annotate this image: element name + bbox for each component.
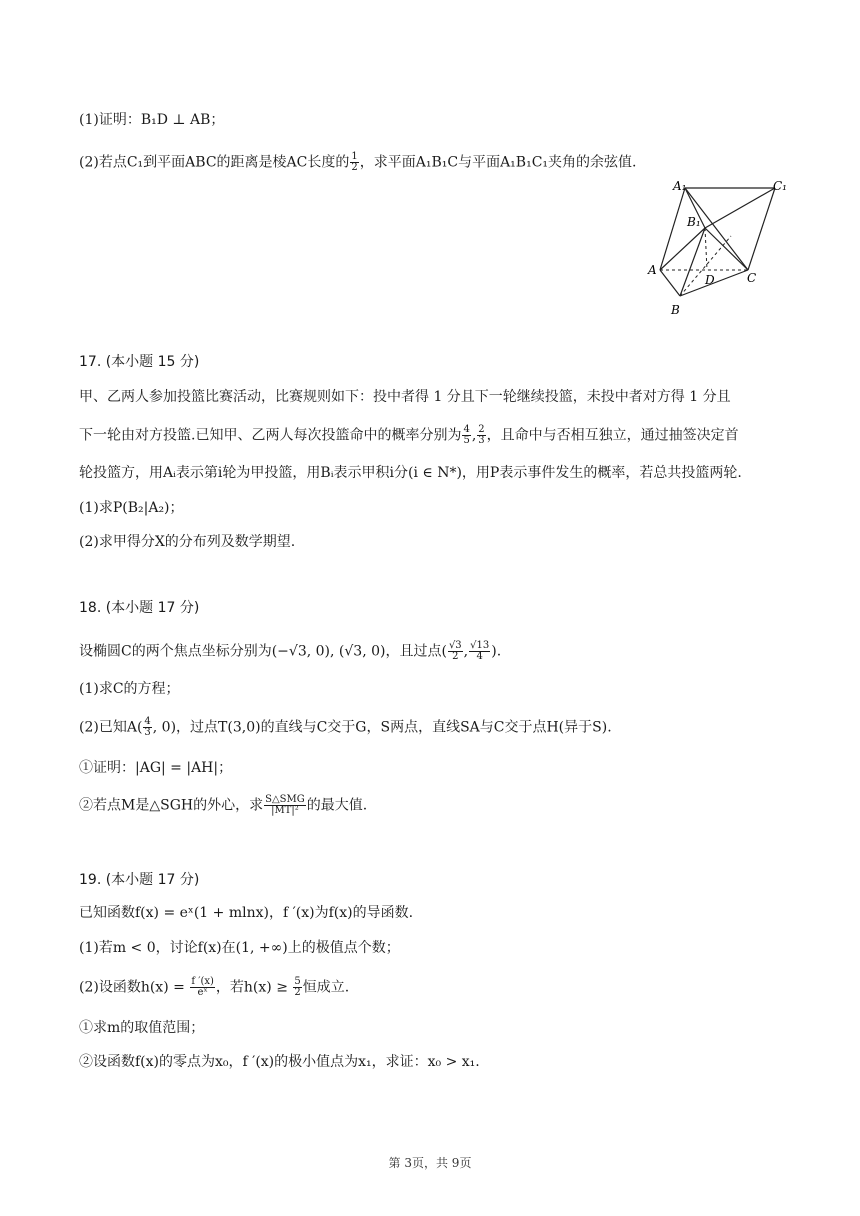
- label-B1: B₁: [687, 215, 701, 229]
- label-A: A: [648, 263, 657, 277]
- q19-fraction-2: [293, 977, 301, 998]
- fraction-denominator: 3: [478, 435, 485, 446]
- label-B: B: [671, 303, 680, 317]
- q16-part2-prefix: (2)若点C₁到平面ABC的距离是棱AC长度的: [79, 154, 350, 171]
- q17-fraction-2: [477, 425, 485, 446]
- q19-line1: 已知函数f(x) = eˣ(1 + mlnx)，f ′(x)为f(x)的导函数.: [79, 905, 414, 921]
- label-A1: A₁: [673, 179, 687, 193]
- q18-part2-suffix: , 0)，过点T(3,0)的直线与C交于G，S两点，直线SA与C交于点H(异于S).: [152, 719, 612, 736]
- fraction-denominator: eˣ: [197, 987, 208, 998]
- fraction-numerator: 1: [351, 151, 358, 162]
- q19-header: 19. (本小题 17 分): [79, 872, 200, 888]
- fraction-numerator: √13: [470, 640, 490, 651]
- q18-part2: [79, 717, 790, 738]
- edge-B1-D-dashed: [705, 228, 707, 270]
- q18-fraction-2: [469, 641, 490, 662]
- q19-part2-mid: ，若h(x) ≥: [215, 979, 293, 996]
- edge-B-B1: [680, 228, 705, 296]
- fraction-numerator: S△SMG: [265, 794, 305, 805]
- q17-header: 17. (本小题 15 分): [79, 354, 200, 370]
- label-C1: C₁: [773, 179, 787, 193]
- q16-part1: (1)证明：B₁D ⊥ AB；: [79, 112, 225, 128]
- fraction-denominator: 4: [476, 651, 483, 662]
- fraction-denominator: 2: [452, 651, 459, 662]
- page-footer: 第 3页，共 9页: [388, 1156, 472, 1170]
- fraction-denominator: 5: [463, 435, 470, 446]
- q18-sub2-prefix: ②若点M是△SGH的外心，求: [79, 797, 264, 814]
- q17-line1: 甲、乙两人参加投篮比赛活动，比赛规则如下：投中者得 1 分且下一轮继续投篮，未投中者对方得 1 分且: [79, 389, 731, 405]
- q17-line2-suffix: ，且命中与否相互独立，通过抽签决定首: [486, 427, 739, 444]
- q18-header: 18. (本小题 17 分): [79, 600, 200, 616]
- q19-part2: [79, 977, 790, 998]
- prism-figure: [645, 178, 795, 318]
- edge-B1-C1: [705, 188, 775, 228]
- q18-fraction-3: [143, 717, 151, 738]
- fraction-denominator: 2: [294, 987, 301, 998]
- q18-fraction-1: [448, 641, 463, 662]
- q19-part2-suffix: 恒成立.: [302, 979, 350, 996]
- q16-part2-fraction: [350, 152, 358, 173]
- fraction-denominator: |MT|²: [271, 805, 299, 816]
- q17-line3: 轮投篮方，用Aᵢ表示第i轮为甲投篮，用Bᵢ表示甲积i分(i ∈ N*)，用P表示事件发生的概率，若总共投篮两轮.: [79, 465, 742, 481]
- label-C: C: [747, 271, 757, 285]
- fraction-numerator: 5: [294, 976, 301, 987]
- edge-A-B: [660, 270, 680, 296]
- edge-C-C1: [748, 188, 775, 270]
- fraction-numerator: 4: [463, 424, 470, 435]
- q17-part2: (2)求甲得分X的分布列及数学期望.: [79, 534, 296, 550]
- q18-line1-suffix: ).: [491, 643, 502, 660]
- q19-fraction-1: [190, 977, 215, 998]
- q18-part1: (1)求C的方程；: [79, 681, 180, 697]
- q17-part1: (1)求P(B₂|A₂)；: [79, 500, 184, 516]
- q19-sub2: ②设函数f(x)的零点为x₀，f ′(x)的极小值点为x₁，求证：x₀ > x₁.: [79, 1054, 480, 1070]
- q18-part2-prefix: (2)已知A(: [79, 719, 143, 736]
- fraction-numerator: √3: [448, 640, 462, 651]
- q19-sub1: ①求m的取值范围；: [79, 1020, 205, 1036]
- q18-sub1: ①证明：|AG| = |AH|；: [79, 760, 233, 776]
- fraction-numerator: 2: [478, 424, 485, 435]
- q17-fraction-1: [462, 425, 470, 446]
- q18-sub2: [79, 795, 790, 816]
- q19-part1: (1)若m < 0，讨论f(x)在(1, +∞)上的极值点个数；: [79, 940, 400, 956]
- q17-line2: 下一轮由对方投篮.已知甲、乙两人每次投篮命中的概率分别为 $\frac{4}{5}$ , $\frac{2}{3}$ ，且命中与否相互独立，通过抽签决定首: [79, 424, 739, 446]
- q18-sub2-suffix: 的最大值.: [306, 797, 368, 814]
- label-D: D: [705, 273, 715, 287]
- q17-line2-prefix: 下一轮由对方投篮.已知甲、乙两人每次投篮命中的概率分别为: [79, 427, 462, 444]
- fraction-numerator: f ′(x): [191, 976, 214, 987]
- q16-part2-suffix: ，求平面A₁B₁C与平面A₁B₁C₁夹角的余弦值.: [359, 154, 637, 171]
- fraction-denominator: 3: [144, 727, 151, 738]
- q18-line1: 设椭圆C的两个焦点坐标分别为(−√3, 0), (√3, 0)，且过点( $\frac{√3}{2}$ , $\frac{√13}{4}$ ).: [79, 640, 502, 662]
- q18-line1-prefix: 设椭圆C的两个焦点坐标分别为(−√3, 0), (√3, 0)，且过点(: [79, 643, 447, 660]
- edge-B1-C: [705, 228, 748, 270]
- q16-part2: [79, 152, 790, 173]
- fraction-numerator: 4: [144, 716, 151, 727]
- q19-part2-prefix: (2)设函数h(x) =: [79, 979, 190, 996]
- fraction-denominator: 2: [351, 162, 358, 173]
- q18-fraction-4: [264, 795, 306, 816]
